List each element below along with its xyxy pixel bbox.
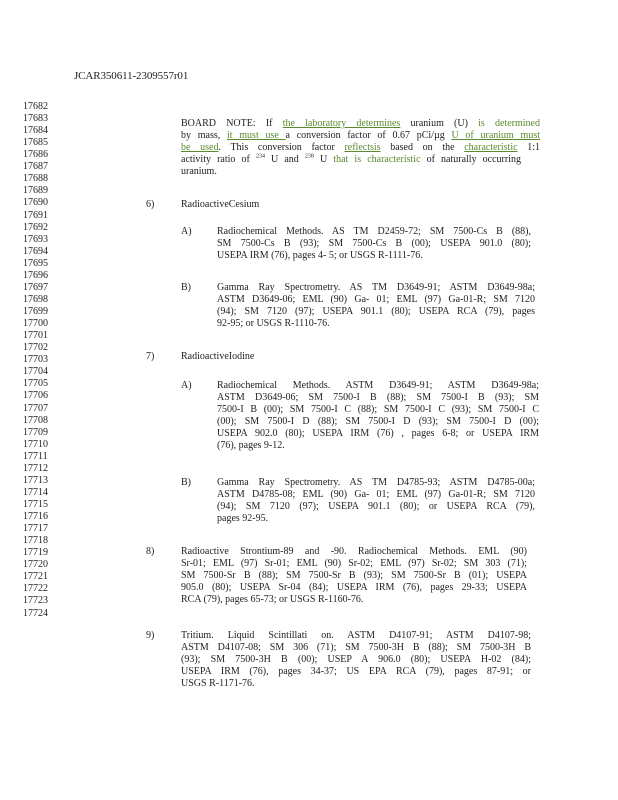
sub-item-letter: A): [181, 226, 192, 237]
item-number: 8): [146, 546, 155, 557]
sub-item-letter: B): [181, 477, 191, 488]
line-number: 17682: [23, 101, 48, 112]
text-line: USEPA 902.0 (80); USEPA IRM (76) , pages 6-8; or USEPA IRM: [217, 428, 539, 439]
line-number: 17699: [23, 306, 48, 318]
text-line: RCA (79), pages 65-73; or USGS R-1160-76.: [181, 594, 364, 605]
text-line: SM 7500-Sr B (88); SM 7500-Sr B (93); SM 7500-Sr B (01); USEPA: [181, 570, 527, 581]
line-number: 17684: [23, 125, 48, 137]
line-number: 17720: [23, 559, 48, 571]
line-number: 17687: [23, 161, 48, 173]
text-line: SM 7500-Cs B (93); SM 7500-Cs B (00); USEPA 901.0 (80);: [217, 238, 531, 249]
line-number: 17717: [23, 523, 48, 535]
board-note-line: activity ratio of $^{234}$ U and $^{238}$ U that is characteristic of naturally occurring: [181, 153, 521, 165]
line-number: 17714: [23, 486, 48, 498]
line-number: 17683: [23, 113, 48, 125]
line-number: 17712: [23, 462, 48, 474]
line-number: 17716: [23, 511, 48, 523]
board-note-line: uranium.: [181, 166, 217, 177]
sub-item-letter: B): [181, 282, 191, 293]
line-number: 17696: [23, 269, 48, 281]
text-line: 92-95; or USGS R-1110-76.: [217, 318, 330, 329]
line-number: 17692: [23, 221, 48, 233]
line-number: 17703: [23, 354, 48, 366]
text-line: Gamma Ray Spectrometry. AS TM D4785-93; ASTM D4785-00a;: [217, 477, 535, 488]
line-number: 17724: [23, 607, 48, 619]
text-line: ASTM D4785-08; EML (90) Ga- 01; EML (97) Ga-01-R; SM 7120: [217, 489, 535, 500]
line-number: 17690: [23, 197, 48, 209]
line-number: 17706: [23, 390, 48, 402]
text-line: ASTM D3649-06; EML (90) Ga- 01; EML (97) Ga-01-R; SM 7120: [217, 294, 535, 305]
line-number: 17697: [23, 281, 48, 293]
line-number: 17694: [23, 245, 48, 257]
board-note-line: by mass, it must use a conversion factor of 0.67 pCi/µg U of uranium must: [181, 130, 541, 141]
section-heading-cesium: RadioactiveCesium: [181, 199, 260, 210]
line-number: 17704: [23, 366, 48, 378]
line-number: 17718: [23, 535, 48, 547]
text-line: (94); SM 7120 (97); USEPA 901.1 (80); or USEPA RCA (79),: [217, 501, 535, 512]
text-line: 7500-I B (00); SM 7500-I C (88); SM 7500-I C (93); SM 7500-I C: [217, 404, 539, 415]
text-line: USEPA IRM (76), pages 34-37; US EPA RCA (79), pages 87-91; or: [181, 666, 531, 677]
line-number: 17722: [23, 583, 48, 595]
line-number: 17691: [23, 209, 48, 221]
line-number: 17710: [23, 438, 48, 450]
line-number: 17721: [23, 571, 48, 583]
line-number: 17711: [23, 450, 48, 462]
line-number: 17707: [23, 402, 48, 414]
line-number: 17719: [23, 547, 48, 559]
text-line: Radiochemical Methods. AS TM D2459-72; SM 7500-Cs B (88),: [217, 226, 531, 237]
text-line: USEPA IRM (76), pages 4- 5; or USGS R-1111-76.: [217, 250, 423, 261]
board-note-line: BOARD NOTE: If the laboratory determines uranium (U) is determined: [181, 118, 540, 129]
line-number: 17702: [23, 342, 48, 354]
text-line: ASTM D4107-08; SM 306 (71); SM 7500-3H B (88); SM 7500-3H B: [181, 642, 531, 653]
text-line: Radiochemical Methods. ASTM D3649-91; ASTM D3649-98a;: [217, 380, 539, 391]
line-number: 17695: [23, 257, 48, 269]
line-number: 17698: [23, 293, 48, 305]
text-line: Tritium. Liquid Scintillati on. ASTM D4107-91; ASTM D4107-98;: [181, 630, 531, 641]
text-line: USGS R-1171-76.: [181, 678, 255, 689]
line-number: 17705: [23, 378, 48, 390]
item-number: 6): [146, 199, 155, 210]
line-number: 17713: [23, 474, 48, 486]
line-number: 17708: [23, 414, 48, 426]
document-id: JCAR350611-2309557r01: [74, 70, 189, 82]
line-number: 17689: [23, 185, 48, 197]
text-line: Radioactive Strontium-89 and -90. Radiochemical Methods. EML (90): [181, 546, 527, 557]
text-line: ASTM D3649-06; SM 7500-I B (88); SM 7500-I B (93); SM: [217, 392, 539, 403]
board-note-line: be used. This conversion factor reflectsis based on the characteristic 1:1: [181, 142, 540, 153]
text-line: 905.0 (80); USEPA Sr-04 (84); USEPA IRM (76), pages 29-33; USEPA: [181, 582, 527, 593]
line-number: 17693: [23, 233, 48, 245]
line-number: 17688: [23, 173, 48, 185]
text-line: pages 92-95.: [217, 513, 269, 524]
sub-item-letter: A): [181, 380, 192, 391]
text-line: (00); SM 7500-I D (88); SM 7500-I D (93); SM 7500-I D (00);: [217, 416, 539, 427]
item-number: 9): [146, 630, 155, 641]
line-number: 17686: [23, 149, 48, 161]
text-line: Gamma Ray Spectrometry. AS TM D3649-91; ASTM D3649-98a;: [217, 282, 535, 293]
text-line: (94); SM 7120 (97); USEPA 901.1 (80); USEPA RCA (79), pages: [217, 306, 535, 317]
line-number: 17701: [23, 330, 48, 342]
line-number: 17685: [23, 137, 48, 149]
text-line: (93); SM 7500-3H B (00); USEP A 906.0 (80); USEPA H-02 (84);: [181, 654, 531, 665]
line-number: 17709: [23, 426, 48, 438]
line-number: 17700: [23, 318, 48, 330]
text-line: (76), pages 9-12.: [217, 440, 285, 451]
section-heading-iodine: RadioactiveIodine: [181, 351, 255, 362]
item-number: 7): [146, 351, 155, 362]
text-line: Sr-01; EML (97) Sr-01; EML (90) Sr-02; EML (97) Sr-02; SM 303 (71);: [181, 558, 527, 569]
line-number: 17723: [23, 595, 48, 607]
line-number: 17715: [23, 498, 48, 510]
